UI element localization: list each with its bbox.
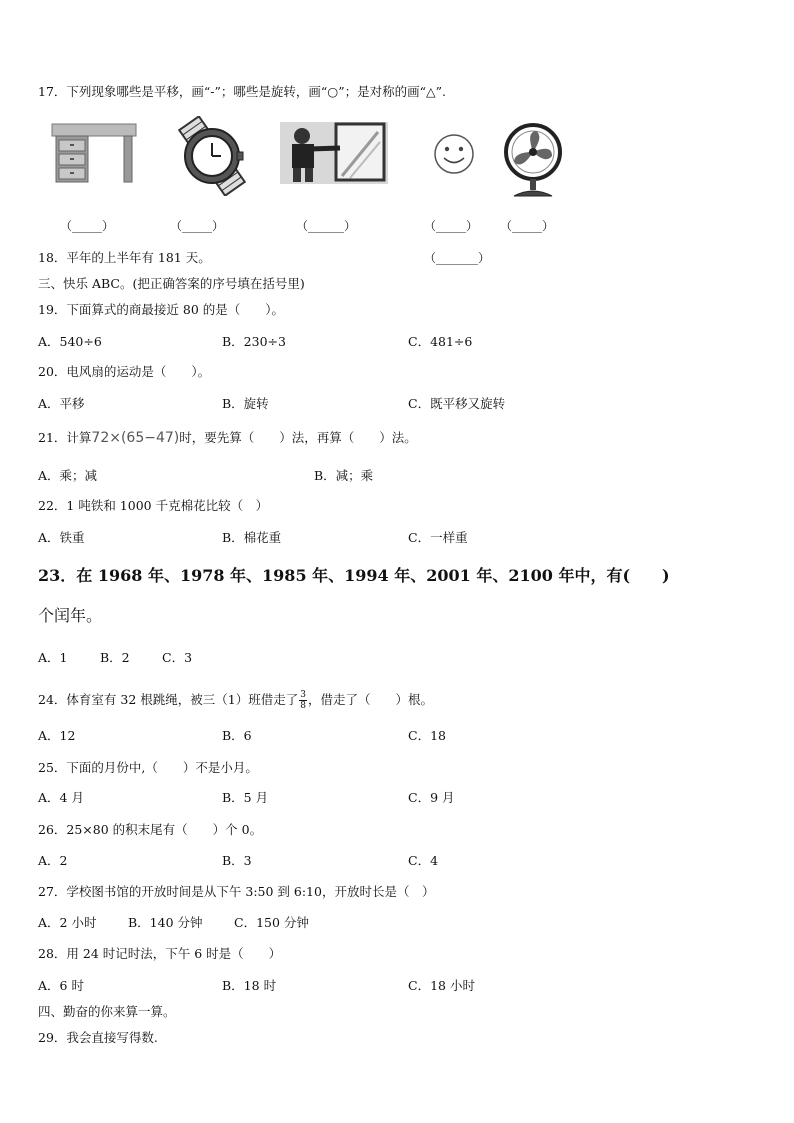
q28-option-a[interactable]: A．6 时	[38, 978, 84, 993]
q18-blank[interactable]: （_______）	[424, 251, 491, 265]
section4-title: 四、勤奋的你来算一算。	[38, 1004, 176, 1019]
watch-icon	[164, 116, 260, 196]
q22-option-a[interactable]: A．铁重	[38, 530, 85, 545]
q27-text: 27．学校图书馆的开放时间是从下午 3:50 到 6:10，开放时长是（ ）	[38, 884, 435, 899]
q23-line2: 个闰年。	[38, 606, 103, 625]
q25-option-b[interactable]: B．5 月	[222, 790, 269, 805]
q28-text: 28．用 24 时记时法，下午 6 时是（ ）	[38, 946, 282, 961]
q29-text: 29．我会直接写得数.	[38, 1030, 158, 1045]
q21-formula: 72×(65−47)	[91, 430, 180, 446]
q20-text: 20．电风扇的运动是（ ）。	[38, 364, 211, 379]
q17-blank-5[interactable]: （_____）	[500, 219, 555, 233]
q28-option-b[interactable]: B．18 时	[222, 978, 277, 993]
q20-option-a[interactable]: A．平移	[38, 396, 85, 411]
q19-option-a[interactable]: A．540÷6	[38, 334, 102, 349]
q24-option-a[interactable]: A．12	[38, 728, 76, 743]
q21-prefix: 21．计算	[38, 430, 92, 445]
q25-text: 25．下面的月份中,（ ）不是小月。	[38, 760, 258, 775]
q21-line	[38, 430, 417, 446]
q24-frac-denominator: 8	[300, 701, 306, 711]
q17-blank-4[interactable]: （_____）	[424, 219, 479, 233]
q23-option-c[interactable]	[162, 650, 192, 666]
q23-option-a[interactable]	[38, 650, 67, 666]
q23-option-c-label: C．3	[162, 650, 193, 665]
q27-option-b[interactable]: B．140 分钟	[128, 915, 203, 930]
q25-option-a[interactable]: A．4 月	[38, 790, 84, 805]
q17-blank-3[interactable]: （______）	[296, 219, 357, 233]
q17-blank-2[interactable]: （_____）	[170, 219, 225, 233]
q26-option-c[interactable]: C．4	[408, 853, 439, 868]
q19-text: 19．下面算式的商最接近 80 的是（ ）。	[38, 302, 285, 317]
q24-fraction	[299, 690, 307, 711]
q24-line	[38, 690, 433, 711]
q27-option-a[interactable]: A．2 小时	[38, 915, 97, 930]
q17-blank-1[interactable]: （_____）	[60, 219, 115, 233]
q22-option-b[interactable]: B．棉花重	[222, 530, 282, 545]
q25-option-c[interactable]: C．9 月	[408, 790, 455, 805]
q28-option-c[interactable]: C．18 小时	[408, 978, 475, 993]
smiley-face-icon	[432, 132, 476, 176]
electric-fan-icon	[500, 122, 566, 198]
q23-line1: 23．在 1968 年、1978 年、1985 年、1994 年、2001 年、2100 年中，有( )	[38, 566, 670, 585]
q26-option-a[interactable]: A．2	[38, 853, 68, 868]
q26-option-b[interactable]: B．3	[222, 853, 252, 868]
q24-prefix: 24．体育室有 32 根跳绳，被三（1）班借走了	[38, 692, 299, 707]
q22-option-c[interactable]: C．一样重	[408, 530, 468, 545]
man-pushing-window-icon	[280, 122, 388, 184]
q27-option-c[interactable]: C．150 分钟	[234, 915, 309, 930]
q21-option-b[interactable]: B．减；乘	[314, 468, 374, 483]
q20-option-b[interactable]: B．旋转	[222, 396, 269, 411]
section3-title: 三、快乐 ABC。(把正确答案的序号填在括号里)	[38, 276, 305, 291]
q22-text: 22．1 吨铁和 1000 千克棉花比较（ ）	[38, 498, 269, 513]
q21-option-a[interactable]: A．乘；减	[38, 468, 98, 483]
q24-frac-numerator: 3	[300, 690, 306, 700]
q23-option-b[interactable]	[100, 650, 130, 666]
q19-option-b[interactable]: B．230÷3	[222, 334, 286, 349]
q21-suffix: 时，要先算（ ）法，再算（ ）法。	[179, 430, 417, 445]
q20-option-c[interactable]: C．既平移又旋转	[408, 396, 506, 411]
q24-suffix: ，借走了（ ）根。	[307, 692, 433, 707]
q17-text: 17．下列现象哪些是平移，画“-”；哪些是旋转，画“○”；是对称的画“△”.	[38, 84, 446, 99]
desk-icon	[50, 120, 138, 186]
q23-option-a-label: A．1	[38, 650, 68, 665]
q24-option-c[interactable]: C．18	[408, 728, 446, 743]
q24-option-b[interactable]: B．6	[222, 728, 252, 743]
q26-text: 26．25×80 的积末尾有（ ）个 0。	[38, 822, 263, 837]
q23-option-b-label: B．2	[100, 650, 130, 665]
q19-option-c[interactable]: C．481÷6	[408, 334, 473, 349]
q18-text: 18．平年的上半年有 181 天。	[38, 250, 211, 265]
